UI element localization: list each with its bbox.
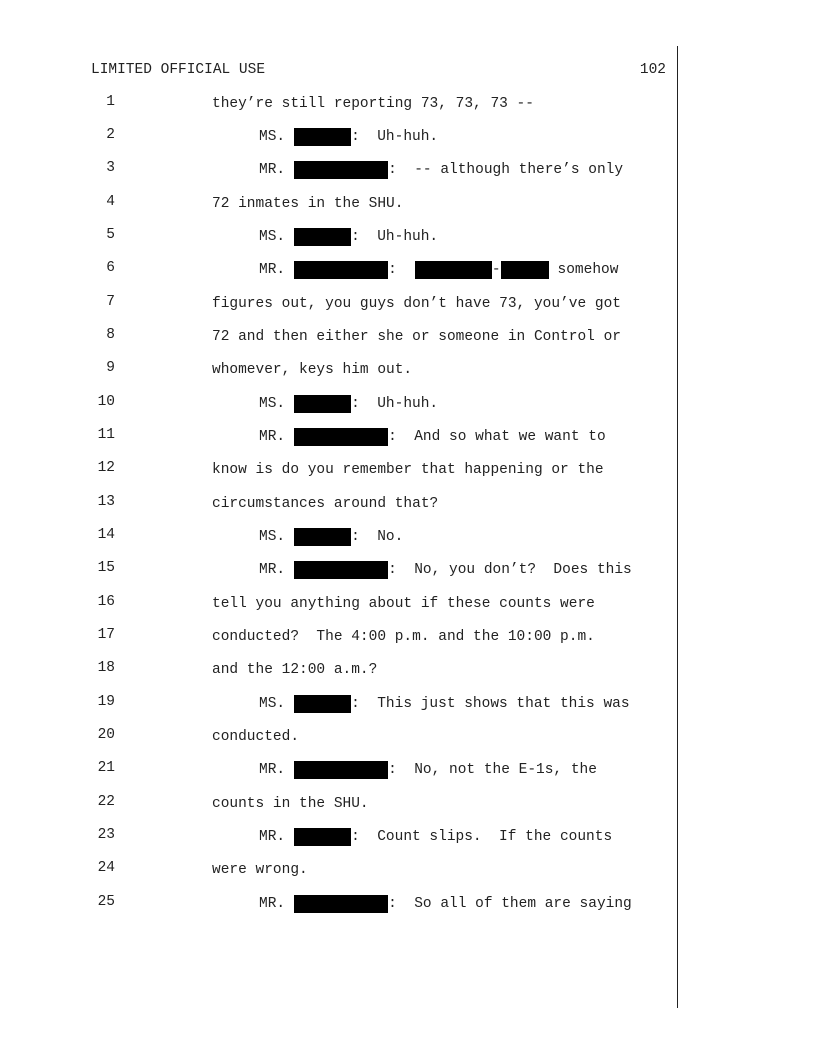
line-number: 1 xyxy=(106,94,115,110)
transcript-line xyxy=(0,760,676,780)
transcript-line xyxy=(0,160,676,180)
line-number: 10 xyxy=(97,394,115,410)
line-number: 22 xyxy=(97,794,115,810)
speaker-title: MS. xyxy=(259,696,286,712)
redaction-box xyxy=(501,261,549,279)
speaker-line xyxy=(259,160,623,180)
line-text: : Uh-huh. xyxy=(351,396,439,412)
redaction-box xyxy=(294,428,388,446)
redaction-box xyxy=(294,561,388,579)
line-text: conducted? The 4:00 p.m. and the 10:00 p.m. xyxy=(212,629,595,645)
line-number: 19 xyxy=(97,694,115,710)
right-margin-rule xyxy=(677,46,678,1008)
transcript-line xyxy=(0,727,676,747)
transcript-line xyxy=(0,860,676,880)
speaker-title: MR. xyxy=(259,562,286,578)
line-text: 72 and then either she or someone in Control or xyxy=(212,329,621,345)
transcript-line xyxy=(0,194,676,214)
line-text: : Uh-huh. xyxy=(351,229,439,245)
line-text: : Uh-huh. xyxy=(351,129,439,145)
line-text: know is do you remember that happening or the xyxy=(212,462,604,478)
redaction-box xyxy=(294,695,351,713)
line-text: : So all of them are saying xyxy=(388,896,632,912)
speaker-line xyxy=(259,827,612,847)
speaker-title: MS. xyxy=(259,396,286,412)
speaker-line xyxy=(259,394,438,414)
transcript-line xyxy=(0,827,676,847)
transcript-line xyxy=(0,327,676,347)
line-number: 5 xyxy=(106,227,115,243)
line-text: : -- although there’s only xyxy=(388,162,624,178)
line-text: conducted. xyxy=(212,729,300,745)
line-number: 24 xyxy=(97,860,115,876)
transcript-line xyxy=(0,460,676,480)
line-text: were wrong. xyxy=(212,862,308,878)
line-number: 23 xyxy=(97,827,115,843)
redaction-box xyxy=(415,261,492,279)
line-number: 3 xyxy=(106,160,115,176)
line-text: : xyxy=(388,262,397,278)
line-text: : This just shows that this was xyxy=(351,696,630,712)
transcript-line xyxy=(0,560,676,580)
line-number: 16 xyxy=(97,594,115,610)
line-text: somehow xyxy=(557,262,619,278)
redaction-box xyxy=(294,395,351,413)
line-number: 4 xyxy=(106,194,115,210)
speaker-line xyxy=(259,227,438,247)
redaction-box xyxy=(294,161,388,179)
line-number: 7 xyxy=(106,294,115,310)
line-text: 72 inmates in the SHU. xyxy=(212,196,404,212)
speaker-line xyxy=(259,760,597,780)
speaker-title: MR. xyxy=(259,162,286,178)
speaker-line xyxy=(259,260,618,280)
transcript-line xyxy=(0,94,676,114)
transcript-line xyxy=(0,260,676,280)
transcript-line xyxy=(0,360,676,380)
transcript-line xyxy=(0,660,676,680)
line-number: 18 xyxy=(97,660,115,676)
transcript-line xyxy=(0,894,676,914)
speaker-title: MR. xyxy=(259,896,286,912)
transcript-line xyxy=(0,494,676,514)
page-number: 102 xyxy=(639,62,666,78)
transcript-line xyxy=(0,594,676,614)
speaker-line xyxy=(259,694,630,714)
classification-header: LIMITED OFFICIAL USE xyxy=(91,62,266,78)
speaker-title: MR. xyxy=(259,262,286,278)
line-number: 17 xyxy=(97,627,115,643)
line-text: tell you anything about if these counts were xyxy=(212,596,595,612)
speaker-line xyxy=(259,527,403,547)
line-number: 9 xyxy=(106,360,115,376)
speaker-title: MS. xyxy=(259,229,286,245)
transcript-line xyxy=(0,627,676,647)
line-number: 6 xyxy=(106,260,115,276)
redaction-box xyxy=(294,761,388,779)
line-number: 12 xyxy=(97,460,115,476)
redaction-box xyxy=(294,828,351,846)
transcript-line xyxy=(0,694,676,714)
speaker-line xyxy=(259,427,606,447)
transcript-line xyxy=(0,427,676,447)
line-text: and the 12:00 a.m.? xyxy=(212,662,378,678)
line-number: 14 xyxy=(97,527,115,543)
redaction-box xyxy=(294,261,388,279)
transcript-line xyxy=(0,227,676,247)
line-number: 15 xyxy=(97,560,115,576)
line-text: figures out, you guys don’t have 73, you’ve got xyxy=(212,296,621,312)
speaker-title: MR. xyxy=(259,762,286,778)
redaction-box xyxy=(294,128,351,146)
line-text: they’re still reporting 73, 73, 73 -- xyxy=(212,96,534,112)
line-text: whomever, keys him out. xyxy=(212,362,413,378)
line-number: 21 xyxy=(97,760,115,776)
line-number: 25 xyxy=(97,894,115,910)
transcript-line xyxy=(0,294,676,314)
line-number: 13 xyxy=(97,494,115,510)
line-text: : No, you don’t? Does this xyxy=(388,562,632,578)
line-text: : Count slips. If the counts xyxy=(351,829,613,845)
speaker-line xyxy=(259,127,438,147)
speaker-line xyxy=(259,894,632,914)
speaker-title: MS. xyxy=(259,529,286,545)
redaction-box xyxy=(294,228,351,246)
line-text: : No, not the E-1s, the xyxy=(388,762,597,778)
speaker-title: MS. xyxy=(259,129,286,145)
transcript-line xyxy=(0,794,676,814)
transcript-line xyxy=(0,527,676,547)
speaker-title: MR. xyxy=(259,429,286,445)
line-number: 11 xyxy=(97,427,115,443)
line-number: 8 xyxy=(106,327,115,343)
line-number: 2 xyxy=(106,127,115,143)
redaction-box xyxy=(294,895,388,913)
speaker-line xyxy=(259,560,632,580)
line-text: : And so what we want to xyxy=(388,429,606,445)
redaction-box xyxy=(294,528,351,546)
transcript-line xyxy=(0,394,676,414)
line-text: counts in the SHU. xyxy=(212,796,369,812)
line-text: : No. xyxy=(351,529,404,545)
line-number: 20 xyxy=(97,727,115,743)
transcript-line xyxy=(0,127,676,147)
line-text: circumstances around that? xyxy=(212,496,439,512)
speaker-title: MR. xyxy=(259,829,286,845)
hyphen: - xyxy=(491,262,501,278)
